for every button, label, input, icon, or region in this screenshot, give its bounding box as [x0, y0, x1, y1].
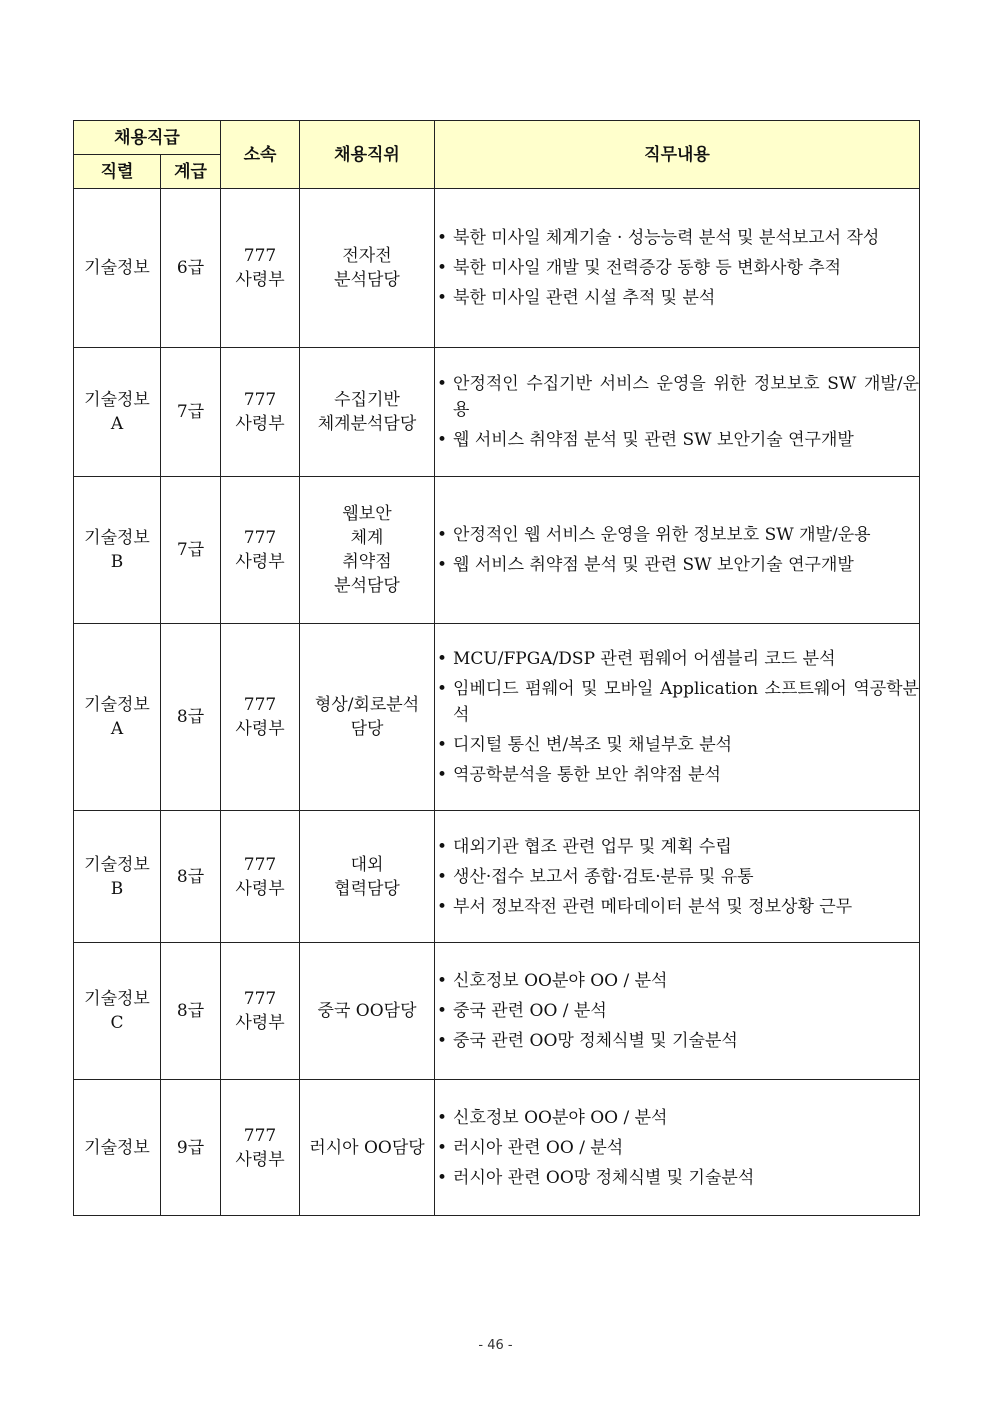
position-cell — [300, 477, 435, 624]
position-cell-line: 대외 — [350, 854, 384, 875]
job-series-cell-line: B — [110, 552, 124, 572]
job-series-cell-line: 기술정보 — [84, 1137, 150, 1158]
grade-cell: 7급 — [161, 348, 221, 477]
affiliation-cell-line: 777 — [243, 854, 277, 875]
job-series-cell-line: 기술정보 — [84, 390, 150, 410]
header-recruit-grade: 채용직급 — [74, 121, 221, 155]
job-series-cell — [74, 1080, 161, 1216]
affiliation-cell — [221, 477, 300, 624]
duty-item: • 임베디드 펌웨어 및 모바일 Application 소프트웨어 역공학분석 — [435, 676, 919, 728]
affiliation-cell-line: 777 — [243, 695, 277, 715]
affiliation-cell — [221, 1080, 300, 1216]
duty-item: • 중국 관련 OO망 정체식별 및 기술분석 — [435, 1028, 919, 1054]
position-cell — [300, 1080, 435, 1216]
affiliation-cell-line: 사령부 — [235, 270, 285, 290]
header-duties: 직무내용 — [435, 121, 920, 189]
job-series-cell — [74, 189, 161, 348]
job-series-cell-line: 기술정보 — [84, 695, 150, 715]
position-cell-line: 협력담당 — [334, 878, 400, 899]
position-cell-line: 수집기반 — [334, 390, 400, 410]
grade-cell: 9급 — [161, 1080, 221, 1216]
duty-item: • 대외기관 협조 관련 업무 및 계획 수립 — [435, 834, 919, 860]
position-cell — [300, 943, 435, 1080]
position-cell-line: 체계 — [350, 528, 384, 548]
job-series-cell-line: 기술정보 — [84, 989, 150, 1009]
duties-list — [435, 1105, 919, 1191]
duty-item: • 웹 서비스 취약점 분석 및 관련 SW 보안기술 연구개발 — [435, 552, 919, 578]
job-series-cell-line: A — [110, 719, 124, 739]
duty-item: • 신호정보 OO분야 OO / 분석 — [435, 1105, 919, 1131]
duty-item: • 디지털 통신 변/복조 및 채널부호 분석 — [435, 732, 919, 758]
job-series-cell-line: 기술정보 — [84, 258, 150, 278]
affiliation-cell — [221, 348, 300, 477]
duties-list — [435, 225, 919, 311]
table-row — [74, 624, 920, 811]
header-position: 채용직위 — [300, 121, 435, 189]
affiliation-cell — [221, 624, 300, 811]
duties-list — [435, 522, 919, 578]
header-grade: 계급 — [161, 155, 221, 189]
affiliation-cell-line: 사령부 — [235, 1013, 285, 1033]
position-cell-line: 분석담당 — [334, 270, 400, 290]
affiliation-cell-line: 777 — [243, 989, 277, 1009]
affiliation-cell — [221, 189, 300, 348]
job-series-cell-line: 기술정보 — [84, 854, 150, 875]
grade-cell: 7급 — [161, 477, 221, 624]
job-series-cell-line: C — [110, 1013, 124, 1033]
position-cell-line: 러시아 OO담당 — [309, 1137, 425, 1158]
table-row — [74, 477, 920, 624]
job-series-cell — [74, 624, 161, 811]
position-cell — [300, 189, 435, 348]
grade-cell: 8급 — [161, 943, 221, 1080]
table-row — [74, 943, 920, 1080]
duties-list — [435, 646, 919, 788]
duty-item: • 웹 서비스 취약점 분석 및 관련 SW 보안기술 연구개발 — [435, 427, 919, 453]
duty-item: • 북한 미사일 개발 및 전력증강 동향 등 변화사항 추적 — [435, 255, 919, 281]
position-cell — [300, 624, 435, 811]
duty-item: • MCU/FPGA/DSP 관련 펌웨어 어셈블리 코드 분석 — [435, 646, 919, 672]
affiliation-cell-line: 사령부 — [235, 1149, 285, 1170]
position-cell — [300, 348, 435, 477]
duties-list — [435, 968, 919, 1054]
table-row — [74, 189, 920, 348]
duty-item: • 중국 관련 OO / 분석 — [435, 998, 919, 1024]
duty-item: • 북한 미사일 체계기술 · 성능능력 분석 및 분석보고서 작성 — [435, 225, 919, 251]
duties-cell — [435, 189, 920, 348]
duty-item: • 러시아 관련 OO망 정체식별 및 기술분석 — [435, 1165, 919, 1191]
duties-cell — [435, 477, 920, 624]
duties-cell — [435, 348, 920, 477]
duties-cell — [435, 624, 920, 811]
duties-cell — [435, 1080, 920, 1216]
duty-item: • 안정적인 웹 서비스 운영을 위한 정보보호 SW 개발/운용 — [435, 522, 919, 548]
affiliation-cell — [221, 943, 300, 1080]
duty-item: • 러시아 관련 OO / 분석 — [435, 1135, 919, 1161]
job-series-cell — [74, 943, 161, 1080]
duties-list — [435, 371, 919, 453]
position-cell-line: 체계분석담당 — [317, 414, 417, 434]
position-cell-line: 담당 — [350, 719, 384, 739]
affiliation-cell-line: 사령부 — [235, 878, 285, 899]
position-cell-line: 취약점 — [342, 552, 392, 572]
job-series-cell-line: 기술정보 — [84, 528, 150, 548]
duty-item: • 부서 정보작전 관련 메타데이터 분석 및 정보상황 근무 — [435, 894, 919, 920]
position-cell-line: 형상/회로분석 — [314, 695, 420, 715]
position-cell-line: 웹보안 — [342, 504, 392, 524]
position-cell-line: 전자전 — [342, 246, 392, 266]
grade-cell: 8급 — [161, 624, 221, 811]
affiliation-cell-line: 사령부 — [235, 552, 285, 572]
affiliation-cell-line: 777 — [243, 390, 277, 410]
duties-cell — [435, 943, 920, 1080]
position-cell — [300, 811, 435, 943]
grade-cell: 6급 — [161, 189, 221, 348]
duty-item: • 역공학분석을 통한 보안 취약점 분석 — [435, 762, 919, 788]
job-series-cell — [74, 811, 161, 943]
affiliation-cell-line: 777 — [243, 1125, 277, 1146]
job-series-cell-line: B — [110, 878, 124, 899]
duties-cell — [435, 811, 920, 943]
affiliation-cell-line: 사령부 — [235, 414, 285, 434]
header-affiliation: 소속 — [221, 121, 300, 189]
position-cell-line: 분석담당 — [334, 576, 400, 596]
table-body — [74, 189, 920, 1216]
duty-item: • 생산·접수 보고서 종합·검토·분류 및 유통 — [435, 864, 919, 890]
affiliation-cell — [221, 811, 300, 943]
duty-item: • 안정적인 수집기반 서비스 운영을 위한 정보보호 SW 개발/운용 — [435, 371, 919, 423]
affiliation-cell-line: 사령부 — [235, 719, 285, 739]
page-number: - 46 - — [478, 1338, 513, 1353]
job-series-cell — [74, 477, 161, 624]
duty-item: • 북한 미사일 관련 시설 추적 및 분석 — [435, 285, 919, 311]
job-series-cell-line: A — [110, 414, 124, 434]
table-row — [74, 811, 920, 943]
affiliation-cell-line: 777 — [243, 246, 277, 266]
grade-cell: 8급 — [161, 811, 221, 943]
position-cell-line: 중국 OO담당 — [317, 1001, 417, 1021]
duty-item: • 신호정보 OO분야 OO / 분석 — [435, 968, 919, 994]
duties-list — [435, 834, 919, 920]
table-row — [74, 1080, 920, 1216]
recruitment-table — [73, 120, 920, 1216]
job-series-cell — [74, 348, 161, 477]
header-job-series: 직렬 — [74, 155, 161, 189]
affiliation-cell-line: 777 — [243, 528, 277, 548]
table-row — [74, 348, 920, 477]
